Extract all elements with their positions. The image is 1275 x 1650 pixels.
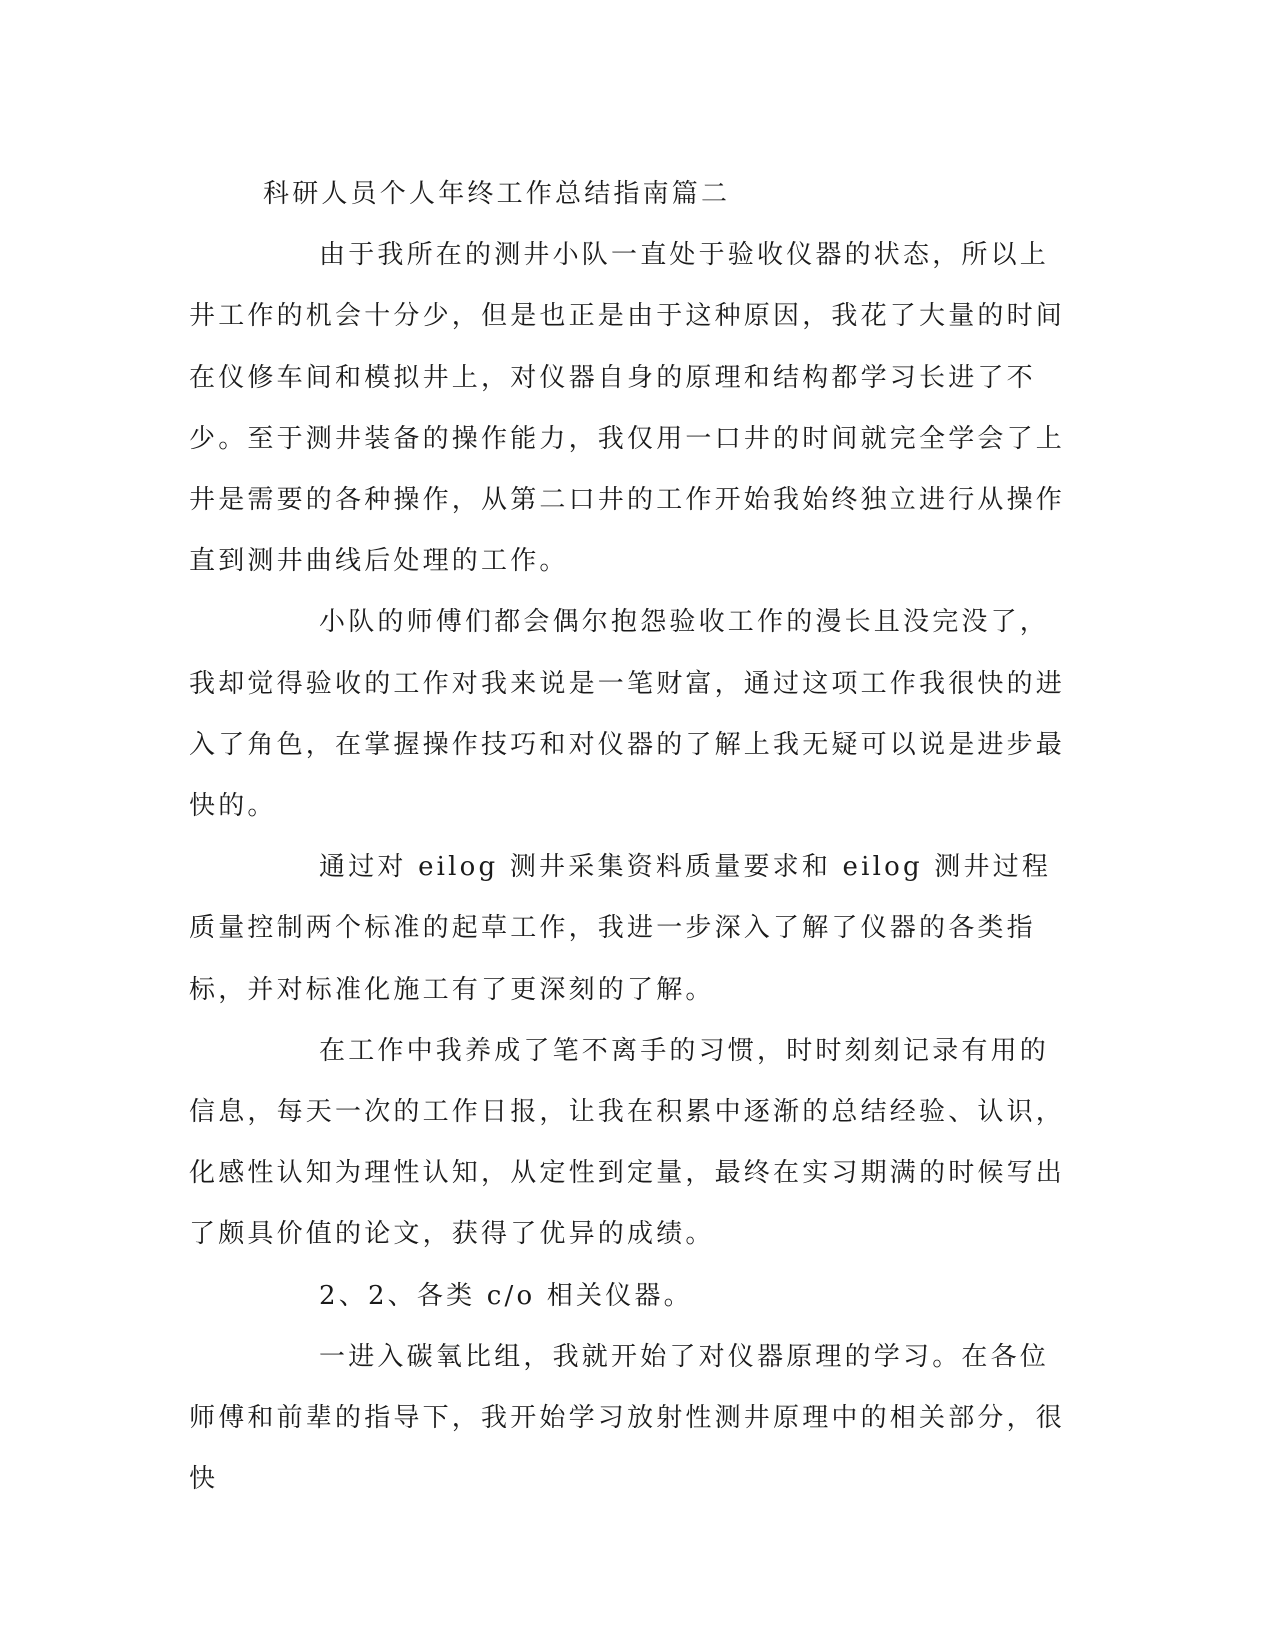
document-body	[189, 164, 1073, 1510]
paragraph-3: 通过对 eilog 测井采集资料质量要求和 eilog 测井过程质量控制两个标准的起草工作，我进一步深入了解了仪器的各类指标，并对标准化施工有了更深刻的了解。	[189, 852, 1052, 1005]
paragraph-5: 一进入碳氧比组，我就开始了对仪器原理的学习。在各位师傅和前辈的指导下，我开始学习放射性测井原理中的相关部分，很快	[189, 1341, 1066, 1495]
paragraph-1: 由于我所在的测井小队一直处于验收仪器的状态，所以上井工作的机会十分少，但是也正是由于这种原因，我花了大量的时间在仪修车间和模拟井上，对仪器自身的原理和结构都学习长进了不少。至于测井装备的操作能力，我仅用一口井的时间就完全学会了上井是需要的各种操作，从第二口井的工作开始我始终独立进行从操作直到测井曲线后处理的工作。	[189, 240, 1066, 577]
paragraph-4: 在工作中我养成了笔不离手的习惯，时时刻刻记录有用的信息，每天一次的工作日报，让我在积累中逐渐的总结经验、认识，化感性认知为理性认知，从定性到定量，最终在实习期满的时候写出了颇具价值的论文，获得了优异的成绩。	[189, 1035, 1066, 1250]
section-heading: 2、2、各类 c/o 相关仪器。	[319, 1280, 693, 1311]
paragraph-2: 小队的师傅们都会偶尔抱怨验收工作的漫长且没完没了，我却觉得验收的工作对我来说是一笔财富，通过这项工作我很快的进入了角色，在掌握操作技巧和对仪器的了解上我无疑可以说是进步最快的。	[189, 607, 1066, 822]
document-title: 科研人员个人年终工作总结指南篇二	[263, 179, 731, 209]
